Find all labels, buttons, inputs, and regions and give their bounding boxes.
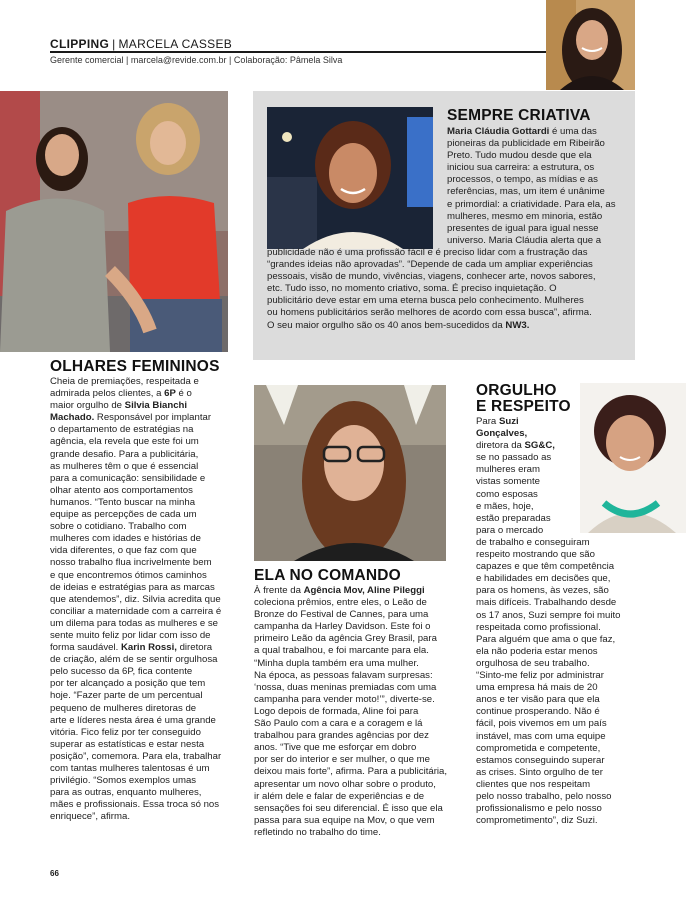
text-run: nosso trabalho flua incrivelmente bem bbox=[50, 557, 212, 569]
text-line bbox=[476, 694, 634, 706]
text-run: iniciou sua carreira: a estrutura, os bbox=[447, 162, 595, 174]
text-run: respeitada como profissional. bbox=[476, 621, 601, 633]
text-line bbox=[254, 803, 454, 815]
text-run: e habilidades em decisões que, bbox=[476, 573, 611, 585]
text-line bbox=[50, 473, 230, 485]
text-line bbox=[254, 766, 454, 778]
text-run: Logo depois de formada, Aline foi para bbox=[254, 705, 419, 717]
text-run: admirada pelos clientes, a bbox=[50, 388, 165, 400]
text-line bbox=[50, 690, 230, 702]
text-run: mais difíceis. Trabalhando desde bbox=[476, 597, 617, 609]
text-run: À frente da bbox=[254, 585, 304, 596]
text-run: equipe as percepções de cada um bbox=[50, 509, 197, 521]
text-line bbox=[50, 449, 230, 461]
text-run: mulheres, mesmo em minoria, estão bbox=[447, 210, 603, 222]
text-run: sensações foi seu diferencial. É isso que ela bbox=[254, 802, 443, 814]
text-run: fácil, pois vivemos em um país bbox=[476, 718, 607, 730]
text-run: continue prosperando. Não é bbox=[476, 706, 600, 718]
bold-run: Agência Mov, Aline Pileggi bbox=[303, 585, 425, 596]
text-run: diretora da bbox=[476, 440, 525, 452]
text-line bbox=[447, 199, 632, 211]
article-olhares-femininos-body bbox=[50, 376, 230, 823]
text-run: pioneiras da publicidade em Ribeirão bbox=[447, 138, 605, 150]
text-line bbox=[476, 646, 634, 658]
text-line bbox=[447, 138, 632, 150]
text-run: Cheia de premiações, respeitada e bbox=[50, 376, 199, 387]
text-line bbox=[254, 694, 454, 706]
text-line bbox=[447, 126, 632, 138]
text-line bbox=[476, 573, 634, 585]
text-run: ou homens publicitários serão melhores de acordo com essa busca”, afirma. bbox=[267, 307, 592, 319]
text-run: etc. Tudo isso, no momento criativo, soma. É preciso inquietação. O bbox=[267, 283, 557, 295]
text-run: profissionalismo e pelo nosso bbox=[476, 803, 602, 815]
text-line bbox=[254, 827, 454, 839]
text-run: como esposas bbox=[476, 488, 538, 500]
text-line bbox=[447, 162, 632, 174]
section-label: CLIPPING bbox=[50, 37, 110, 51]
text-run: para a comunicação: sensibilidade e bbox=[50, 472, 206, 484]
heading-olhares-femininos: OLHARES FEMININOS bbox=[50, 358, 220, 375]
text-line bbox=[476, 718, 634, 730]
text-line bbox=[50, 787, 230, 799]
text-line bbox=[476, 549, 634, 561]
text-line bbox=[254, 791, 454, 803]
text-run: diretora bbox=[176, 642, 213, 654]
text-line bbox=[254, 718, 454, 730]
text-line bbox=[447, 235, 632, 247]
text-run: campanha da Harley Davidson. Este foi o bbox=[254, 621, 431, 633]
text-run: deixou mais forte”, afirma. Para a publicitária, bbox=[254, 766, 448, 778]
text-run: universo. Maria Cláudia alerta que a bbox=[447, 234, 602, 246]
text-run: humanos. “Tento buscar na minha bbox=[50, 496, 196, 508]
text-run: ‘nossa, duas meninas premiadas com uma bbox=[254, 681, 437, 693]
text-line bbox=[476, 791, 634, 803]
text-line bbox=[50, 582, 230, 594]
text-line bbox=[50, 545, 230, 557]
text-line bbox=[254, 633, 454, 645]
heading-ela-no-comando: ELA NO COMANDO bbox=[254, 567, 401, 584]
text-line bbox=[50, 497, 230, 509]
text-run: a qual trabalhou, e foi marcante para ela. bbox=[254, 645, 429, 657]
bold-run: Suzi bbox=[498, 416, 519, 427]
text-line bbox=[476, 779, 634, 791]
text-run: Responsável por implantar bbox=[94, 412, 212, 424]
header-rule bbox=[50, 51, 546, 53]
text-line bbox=[267, 283, 633, 295]
text-line bbox=[476, 525, 576, 537]
text-line bbox=[50, 424, 230, 436]
text-run: Bronze do Festival de Cannes, para uma bbox=[254, 609, 429, 621]
text-line bbox=[476, 585, 634, 597]
text-run: O seu maior orgulho são os 40 anos bem-sucedidos da bbox=[267, 319, 506, 331]
header-divider: | bbox=[112, 37, 116, 51]
text-run: passa para sua equipe na Mov, o que vem bbox=[254, 814, 435, 826]
text-run: campanha para vender moto!’”, diverte-se. bbox=[254, 693, 435, 705]
text-run: comprometimento”, diz Suzi. bbox=[476, 815, 598, 827]
text-run: clientes que nos respeitam bbox=[476, 778, 591, 790]
text-line bbox=[50, 606, 230, 618]
columnist-photo bbox=[546, 0, 635, 90]
text-run: grande desafio. Para a publicitária, bbox=[50, 448, 199, 460]
text-line bbox=[476, 537, 634, 549]
text-line bbox=[254, 670, 454, 682]
heading-sempre-criativa: SEMPRE CRIATIVA bbox=[447, 107, 591, 124]
text-run: comprometida e competente, bbox=[476, 742, 601, 754]
text-run: vitória. Fico feliz por ter conseguido bbox=[50, 726, 201, 738]
text-line bbox=[476, 476, 576, 488]
text-run: hoje. “Fazer parte de um percentual bbox=[50, 690, 203, 702]
text-line bbox=[50, 400, 230, 412]
text-run: São Paulo com a cara e a coragem e lá bbox=[254, 718, 423, 730]
text-run: publicitário deve estar em uma eterna busca pelo conhecimento. Mulheres bbox=[267, 295, 584, 307]
text-run: as mulheres têm o que é essencial bbox=[50, 460, 199, 472]
text-line bbox=[447, 211, 632, 223]
text-run: para os homens, às vezes, são bbox=[476, 585, 609, 597]
text-line bbox=[476, 464, 576, 476]
article-sempre-criativa-body-top bbox=[447, 126, 632, 247]
text-run: privilégio. “Somos exemplos umas bbox=[50, 775, 197, 787]
text-line bbox=[50, 509, 230, 521]
text-line bbox=[50, 763, 230, 775]
text-run: pelo nosso trabalho, pelo nosso bbox=[476, 790, 612, 802]
text-run: referências, mas, um item é unânime bbox=[447, 186, 605, 198]
text-line bbox=[254, 706, 454, 718]
columnist-name: MARCELA CASSEB bbox=[118, 37, 233, 51]
text-run: agência, ela revela que este foi um bbox=[50, 436, 199, 448]
bold-run: Machado. bbox=[50, 412, 95, 424]
text-line bbox=[447, 223, 632, 235]
text-run: “Sinto-me feliz por administrar bbox=[476, 670, 604, 682]
text-run: capazes e que têm competência bbox=[476, 561, 615, 573]
text-line bbox=[50, 461, 230, 473]
bold-run: 6P bbox=[164, 388, 176, 400]
text-run: é o bbox=[175, 388, 192, 400]
text-line bbox=[50, 388, 230, 400]
text-line bbox=[476, 634, 634, 646]
text-line bbox=[267, 271, 633, 283]
text-run: se no passado as bbox=[476, 452, 552, 464]
text-line bbox=[254, 645, 454, 657]
photo-silvia-karin bbox=[0, 91, 228, 352]
page-number: 66 bbox=[50, 869, 59, 878]
text-run: orgulhosa de seu trabalho. bbox=[476, 657, 590, 669]
text-line bbox=[50, 715, 230, 727]
text-line bbox=[254, 621, 454, 633]
heading-orgulho-line2: E RESPEITO bbox=[476, 398, 571, 415]
bold-run: Maria Cláudia Gottardi bbox=[447, 126, 550, 137]
bold-run: SG&C, bbox=[524, 440, 555, 452]
text-run: pequeno de mulheres diretoras de bbox=[50, 702, 197, 714]
text-run: olhar atento aos comportamentos bbox=[50, 484, 193, 496]
text-run: arte e líderes nesta área é uma grande bbox=[50, 714, 216, 726]
text-line bbox=[50, 666, 230, 678]
text-line bbox=[50, 412, 230, 424]
text-run: os 17 anos, Suzi sempre foi muito bbox=[476, 609, 621, 621]
bold-run: Silvia Bianchi bbox=[124, 400, 188, 412]
text-line bbox=[476, 452, 576, 464]
text-run: respeito mostrando que são bbox=[476, 549, 595, 561]
text-run: para as outras, enquanto mulheres, bbox=[50, 787, 202, 799]
text-line bbox=[447, 150, 632, 162]
text-run: primeiro Leão da agência Grey Brasil, para bbox=[254, 633, 437, 645]
text-run: anos e ter visão para que ela bbox=[476, 694, 600, 706]
text-run: estamos conseguindo superar bbox=[476, 754, 605, 766]
text-run: mulheres eram bbox=[476, 464, 540, 476]
text-line bbox=[476, 513, 576, 525]
text-line bbox=[476, 803, 634, 815]
text-line bbox=[50, 654, 230, 666]
text-line bbox=[476, 755, 634, 767]
text-run: pelo sucesso da 6P, fica contente bbox=[50, 666, 193, 678]
article-ela-no-comando-body bbox=[254, 585, 454, 839]
text-line bbox=[254, 658, 454, 670]
text-run: mulheres com idades e histórias de bbox=[50, 533, 201, 545]
text-line bbox=[267, 259, 633, 271]
text-line bbox=[476, 489, 576, 501]
text-run: pessoais, visão de mundo, vivências, viagens, conhecer arte, novos sabores, bbox=[267, 271, 596, 283]
text-run: enriquece”, afirma. bbox=[50, 811, 130, 823]
text-run: conciliar a maternidade com a carreira é bbox=[50, 605, 222, 617]
text-line bbox=[50, 703, 230, 715]
text-run: de ideias e estratégias para as marcas bbox=[50, 581, 215, 593]
text-line bbox=[267, 247, 633, 259]
text-line bbox=[254, 815, 454, 827]
text-line bbox=[254, 730, 454, 742]
text-run: Para alguém que ama o que faz, bbox=[476, 633, 616, 645]
text-run: coleciona prêmios, entre eles, o Leão de bbox=[254, 597, 427, 609]
text-run: vistas somente bbox=[476, 476, 540, 488]
text-run: por ser do interior e ser mulher, o que me bbox=[254, 754, 430, 766]
text-run: Para bbox=[476, 416, 499, 427]
text-line bbox=[50, 775, 230, 787]
text-line bbox=[476, 597, 634, 609]
text-line bbox=[267, 295, 633, 307]
text-line bbox=[476, 416, 576, 428]
text-line bbox=[50, 594, 230, 606]
text-line bbox=[447, 186, 632, 198]
text-line bbox=[254, 742, 454, 754]
text-line bbox=[476, 658, 634, 670]
text-line bbox=[476, 610, 634, 622]
text-run: Preto. Tudo mudou desde que ela bbox=[447, 150, 592, 162]
text-line bbox=[267, 307, 633, 319]
text-line bbox=[254, 609, 454, 621]
text-line bbox=[476, 743, 634, 755]
text-line bbox=[476, 767, 634, 779]
photo-suzi-goncalves bbox=[580, 383, 686, 533]
text-run: que atendemos”, diz. Silvia acredita que bbox=[50, 593, 221, 605]
text-line bbox=[50, 678, 230, 690]
text-line bbox=[50, 642, 230, 654]
text-run: posição”, comemora. Para ela, trabalhar bbox=[50, 750, 222, 762]
article-orgulho-body bbox=[476, 537, 634, 827]
text-line bbox=[254, 779, 454, 791]
text-run: refletindo no trabalho do time. bbox=[254, 826, 381, 838]
text-run: estão preparadas bbox=[476, 512, 551, 524]
text-run: uma empresa há mais de 20 bbox=[476, 682, 598, 694]
photo-aline-pileggi bbox=[254, 385, 446, 561]
text-line bbox=[50, 630, 230, 642]
text-run: de criação, além de se sentir orgulhosa bbox=[50, 654, 218, 666]
text-run: processos, o tempo, as mídias e as bbox=[447, 174, 598, 186]
text-run: é uma das bbox=[549, 126, 597, 137]
text-line bbox=[476, 682, 634, 694]
text-line bbox=[267, 320, 633, 332]
text-run: e primordial: a criatividade. Para ela, as bbox=[447, 198, 616, 210]
bold-run: Gonçalves, bbox=[476, 428, 528, 440]
text-line bbox=[50, 727, 230, 739]
text-line bbox=[476, 561, 634, 573]
text-run: o departamento de estratégias na bbox=[50, 424, 194, 436]
text-line bbox=[50, 533, 230, 545]
text-line bbox=[50, 739, 230, 751]
text-line bbox=[50, 485, 230, 497]
text-run: maior orgulho de bbox=[50, 400, 125, 412]
text-run: presentes de igual para igual nesse bbox=[447, 222, 599, 234]
text-run: “Minha dupla também era uma mulher. bbox=[254, 657, 419, 669]
text-line bbox=[476, 731, 634, 743]
bold-run: Karin Rossi, bbox=[120, 642, 177, 654]
article-sempre-criativa-body-wide bbox=[267, 247, 633, 332]
text-run: ela não poderia estar menos bbox=[476, 645, 598, 657]
text-line bbox=[476, 501, 576, 513]
text-line bbox=[50, 570, 230, 582]
text-line bbox=[476, 815, 634, 827]
text-run: com tantas mulheres talentosas é um bbox=[50, 763, 210, 774]
article-orgulho-body-narrow bbox=[476, 416, 576, 537]
text-line bbox=[254, 682, 454, 694]
text-run: e mães, hoje, bbox=[476, 500, 534, 512]
text-line bbox=[50, 557, 230, 569]
text-line bbox=[50, 811, 230, 823]
photo-maria-claudia bbox=[267, 107, 433, 249]
bold-run: NW3. bbox=[505, 319, 530, 331]
text-run: publicidade não é uma profissão fácil e é preciso lidar com a frustração das bbox=[267, 247, 588, 258]
text-run: superar as estatísticas e estar nesta bbox=[50, 738, 205, 750]
text-line bbox=[50, 618, 230, 630]
section-header bbox=[50, 37, 232, 51]
text-line bbox=[50, 751, 230, 763]
text-run: um dilema para todas as mulheres e se bbox=[50, 617, 218, 629]
columnist-credit: Gerente comercial | marcela@revide.com.br | Colaboração: Pâmela Silva bbox=[50, 55, 343, 65]
text-run: sobre o cotidiano. Trabalho com bbox=[50, 521, 187, 533]
text-run: as crises. Sinto orgulho de ter bbox=[476, 766, 603, 778]
text-run: de trabalho e conseguiram bbox=[476, 537, 590, 548]
text-run: sente muito feliz por lidar com isso de bbox=[50, 629, 211, 641]
text-line bbox=[254, 585, 454, 597]
text-run: forma saudável. bbox=[50, 642, 121, 654]
heading-orgulho-line1: ORGULHO bbox=[476, 382, 557, 399]
text-line bbox=[254, 597, 454, 609]
text-run: apresentar um novo olhar sobre o produto, bbox=[254, 778, 436, 790]
text-line bbox=[50, 521, 230, 533]
text-run: Na época, as pessoas falavam surpresas: bbox=[254, 669, 433, 681]
text-line bbox=[476, 670, 634, 682]
text-run: e que encontremos ótimos caminhos bbox=[50, 569, 207, 581]
text-run: ir além dele e falar de experiências e de bbox=[254, 790, 425, 802]
text-line bbox=[476, 622, 634, 634]
text-line bbox=[447, 174, 632, 186]
text-run: “grandes ideias não aprovadas”. “Depende de cada um ampliar experiências bbox=[267, 259, 593, 271]
text-line bbox=[476, 440, 576, 452]
text-run: mães e profissionais. Essa troca só nos bbox=[50, 799, 220, 811]
text-run: vida diferentes, o que faz com que bbox=[50, 545, 197, 557]
text-line bbox=[50, 376, 230, 388]
text-run: instável, mas com uma equipe bbox=[476, 730, 606, 742]
text-run: trabalhou para grandes agências por dez bbox=[254, 730, 429, 742]
text-line bbox=[254, 754, 454, 766]
text-run: para o mercado bbox=[476, 524, 544, 536]
text-line bbox=[476, 428, 576, 440]
text-line bbox=[476, 706, 634, 718]
text-run: por ter alcançado a posição que tem bbox=[50, 678, 206, 690]
text-line bbox=[50, 436, 230, 448]
text-line bbox=[50, 799, 230, 811]
text-run: anos. “Tive que me esforçar em dobro bbox=[254, 742, 417, 754]
